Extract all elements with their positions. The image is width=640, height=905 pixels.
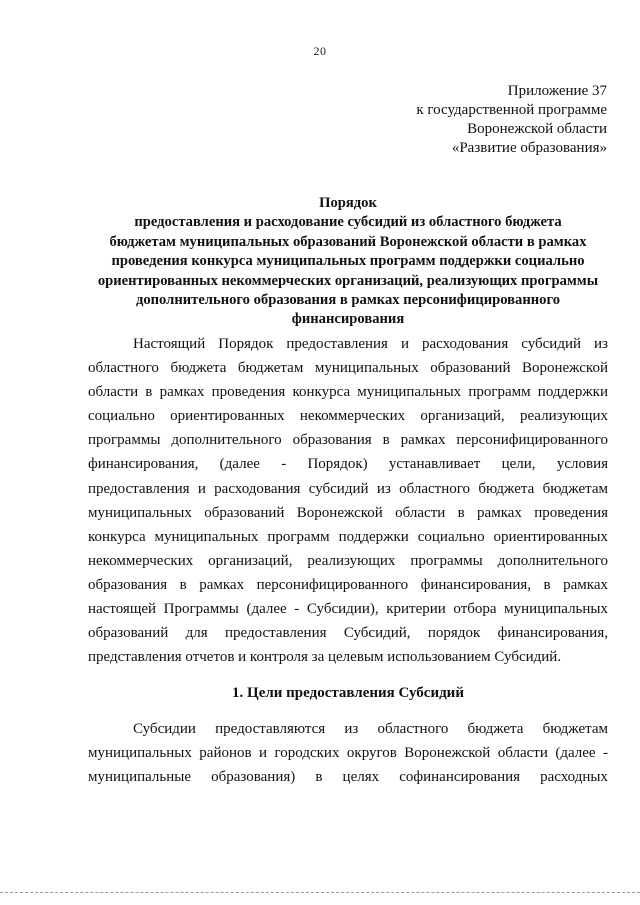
scan-edge-divider: [0, 892, 640, 893]
paragraph-line: социально ориентированных некоммерческих организаций, реализующих: [88, 408, 608, 425]
paragraph-line: муниципальные образования) в целях софинансирования расходных: [88, 769, 608, 786]
title-line: проведения конкурса муниципальных программ поддержки социально: [111, 253, 585, 270]
appendix-note: [416, 82, 607, 158]
appendix-line: Приложение 37: [507, 83, 607, 99]
title-line: финансирования: [291, 311, 405, 328]
paragraph-line: областного бюджета бюджетам муниципальных образований Воронежской: [88, 360, 608, 377]
paragraph-line: муниципальных образований Воронежской области в рамках проведения: [88, 504, 608, 521]
section-paragraph: [88, 717, 608, 789]
page-number: 20: [313, 44, 327, 58]
paragraph-line: Субсидии предоставляются из областного бюджета бюджетам: [133, 721, 608, 737]
paragraph-line: финансирования, (далее - Порядок) устанавливает цели, условия: [88, 456, 608, 473]
paragraph-line: предоставления и расходования субсидий из областного бюджета бюджетам: [88, 480, 608, 497]
section-heading: 1. Цели предоставления Субсидий: [232, 685, 464, 701]
paragraph-line: области в рамках проведения конкурса муниципальных программ поддержки: [88, 384, 608, 401]
appendix-line: к государственной программе: [416, 102, 607, 118]
paragraph-line: образования в рамках персонифицированного финансирования, в рамках: [88, 576, 608, 593]
paragraph-line: некоммерческих организаций, реализующих программы дополнительного: [88, 552, 608, 569]
appendix-line: «Развитие образования»: [451, 140, 607, 156]
paragraph-line: муниципальных районов и городских округов Воронежской области (далее -: [88, 745, 608, 762]
title-line: ориентированных некоммерческих организаций, реализующих программы: [97, 272, 599, 289]
title-line: Порядок: [319, 195, 377, 211]
paragraph-line: настоящей Программы (далее - Субсидии), критерии отбора муниципальных: [88, 601, 608, 618]
paragraph-line: программы дополнительного образования в рамках персонифицированного: [88, 432, 608, 449]
title-line: бюджетам муниципальных образований Воронежской области в рамках: [109, 233, 587, 250]
title-line: предоставления и расходование субсидий из областного бюджета: [134, 214, 562, 231]
document-title: [88, 194, 608, 330]
paragraph-line: Настоящий Порядок предоставления и расходования субсидий из: [133, 336, 608, 352]
paragraph-line: представления отчетов и контроля за целевым использованием Субсидий.: [88, 649, 562, 666]
title-line: дополнительного образования в рамках персонифицированного: [135, 292, 561, 309]
paragraph-line: конкурса муниципальных программ поддержки социально ориентированных: [88, 528, 608, 545]
paragraph-line: образований для предоставления Субсидий, порядок финансирования,: [88, 625, 608, 642]
intro-paragraph: [88, 332, 608, 669]
appendix-line: Воронежской области: [467, 121, 607, 137]
